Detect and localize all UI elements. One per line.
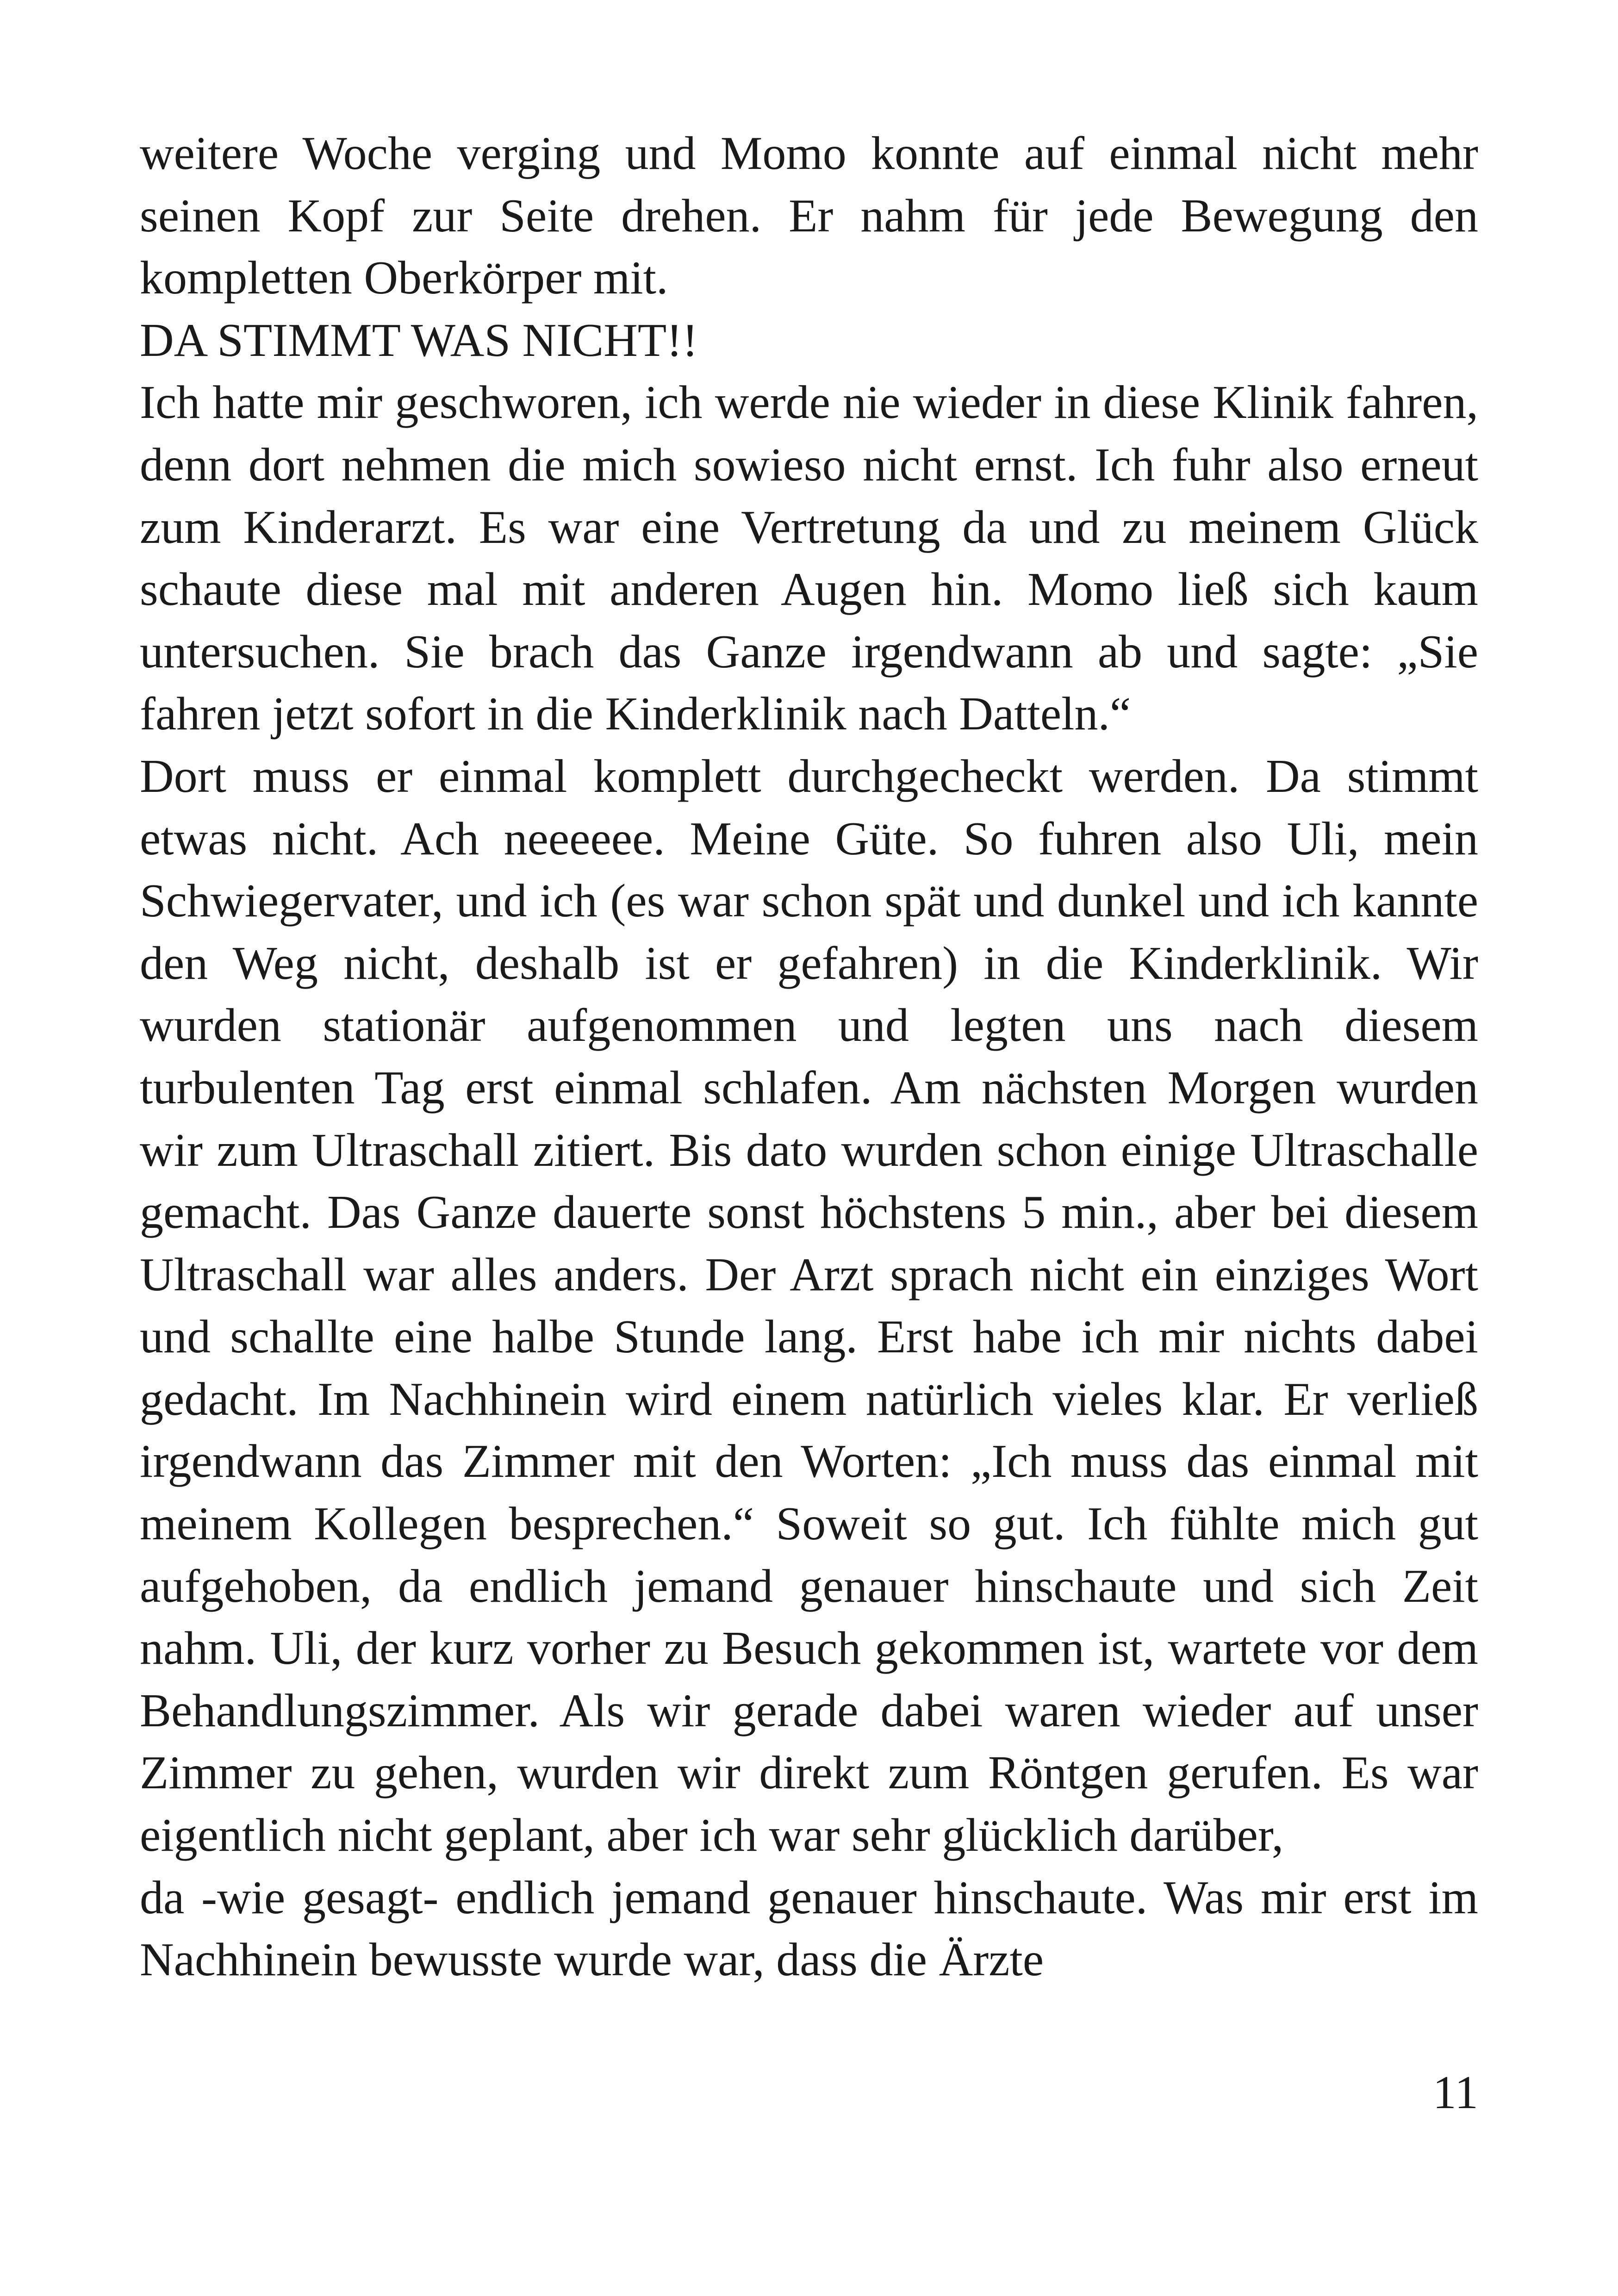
page-number: 11 bbox=[1432, 2066, 1478, 2119]
paragraph-3: Ich hatte mir geschworen, ich werde nie wieder in diese Klinik fahren, denn dort nehmen die mich sowieso nicht ernst. Ich fuhr also erneut zum Kinderarzt. Es war eine Vertretung da und zu meinem Glück schaute diese mal mit anderen Augen hin. Momo ließ sich kaum untersuchen. Sie brach das Ganze irgendwann ab und sagte: „Sie fahren jetzt sofort in die Kinderklinik nach Datteln.“ bbox=[140, 376, 1478, 740]
paragraph-1: weitere Woche verging und Momo konnte auf einmal nicht mehr seinen Kopf zur Seite drehen. Er nahm für jede Bewegung den kompletten Oberkörper mit. bbox=[140, 127, 1478, 305]
paragraph-5: da -wie gesagt- endlich jemand genauer hinschaute. Was mir erst im Nachhinein bewusste wurde war, dass die Ärzte bbox=[140, 1871, 1478, 1986]
paragraph-2-exclamation: DA STIMMT WAS NICHT!! bbox=[140, 314, 698, 367]
paragraph-4: Dort muss er einmal komplett durchgecheckt werden. Da stimmt etwas nicht. Ach neeeeee. Meine Güte. So fuhren also Uli, mein Schwiegervater, und ich (es war schon spät und dunkel und ich kannte den Weg nicht, deshalb ist er gefahren) in die Kinderklinik. Wir wurden stationär aufgenommen und legten uns nach diesem turbulenten Tag erst einmal schlafen. Am nächsten Morgen wurden wir zum Ultraschall zitiert. Bis dato wurden schon einige Ultraschalle gemacht. Das Ganze dauerte sonst höchstens 5 min., aber bei diesem Ultraschall war alles anders. Der Arzt sprach nicht ein einziges Wort und schallte eine halbe Stunde lang. Erst habe ich mir nichts dabei gedacht. Im Nachhinein wird einem natürlich vieles klar. Er verließ irgendwann das Zimmer mit den Worten: „Ich muss das einmal mit meinem Kollegen besprechen.“ Soweit so gut. Ich fühlte mich gut aufgehoben, da endlich jemand genauer hinschaute und sich Zeit nahm. Uli, der kurz vorher zu Besuch gekommen ist, wartete vor dem Behandlungszimmer. Als wir gerade dabei waren wieder auf unser Zimmer zu gehen, wurden wir direkt zum Röntgen gerufen. Es war eigentlich nicht geplant, aber ich war sehr glücklich darüber, bbox=[140, 750, 1478, 1862]
body-text bbox=[140, 123, 1478, 1991]
